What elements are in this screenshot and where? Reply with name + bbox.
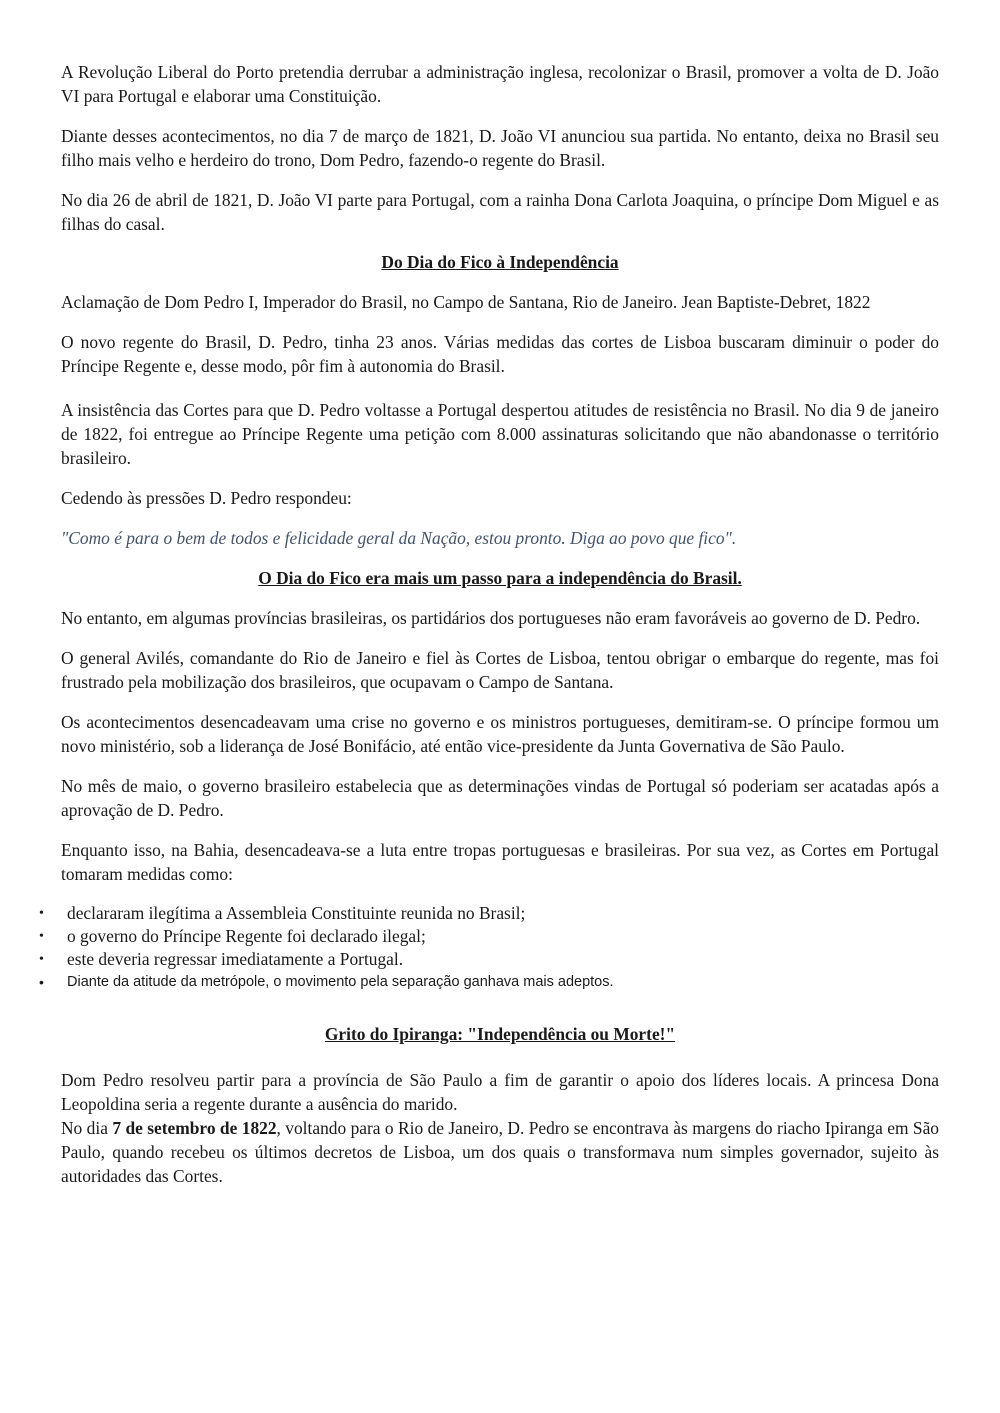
heading-dia-do-fico: Do Dia do Fico à Independência: [381, 252, 619, 272]
paragraph-revolucao-liberal: A Revolução Liberal do Porto pretendia derrubar a administração inglesa, recolonizar o Brasil, promover a volta de D. João VI para Portugal e elaborar uma Constituição.: [61, 62, 939, 106]
paragraph-anuncio-partida: Diante desses acontecimentos, no dia 7 de março de 1821, D. João VI anunciou sua partida. No entanto, deixa no Brasil seu filho mais velho e herdeiro do trono, Dom Pedro, fazendo-o regente do Brasil.: [61, 126, 939, 170]
list-item: • Diante da atitude da metrópole, o movimento pela separação ganhava mais adeptos.: [61, 971, 939, 994]
paragraph-mes-de-maio: No mês de maio, o governo brasileiro estabelecia que as determinações vindas de Portugal só poderiam ser acatadas após a aprovação de D. Pedro.: [61, 776, 939, 820]
paragraph-crise-governo: Os acontecimentos desencadeavam uma crise no governo e os ministros portugueses, demitiram-se. O príncipe formou um novo ministério, sob a liderança de José Bonifácio, até então vice-presidente da Junta Governativa de São Paulo.: [61, 712, 939, 756]
bullet-icon: •: [39, 906, 44, 921]
paragraph-bahia: Enquanto isso, na Bahia, desencadeava-se a luta entre tropas portuguesas e brasileiras. Por sua vez, as Cortes em Portugal tomaram medidas como:: [61, 840, 939, 884]
paragraph-partida-portugal: No dia 26 de abril de 1821, D. João VI parte para Portugal, com a rainha Dona Carlota Joaquina, o príncipe Dom Miguel e as filhas do casal.: [61, 190, 939, 234]
paragraph-provincias: No entanto, em algumas províncias brasileiras, os partidários dos portugueses não eram favoráveis ao governo de D. Pedro.: [61, 608, 921, 628]
list-item: • este deveria regressar imediatamente a Portugal.: [39, 949, 404, 969]
paragraph-insistencia-cortes: A insistência das Cortes para que D. Pedro voltasse a Portugal despertou atitudes de resistência no Brasil. No dia 9 de janeiro de 1822, foi entregue ao Príncipe Regente uma petição com 8.000 assinaturas solicitando que não abandonasse o território brasileiro.: [61, 400, 939, 468]
list-item: • o governo do Príncipe Regente foi declarado ilegal;: [39, 926, 426, 946]
paragraph-sete-setembro: No dia 7 de setembro de 1822, voltando para o Rio de Janeiro, D. Pedro se encontrava às margens do riacho Ipiranga em São Paulo, quando recebeu os últimos decretos de Lisboa, um dos quais o transformava num simples governador, sujeito às autoridades das Cortes.: [61, 1118, 939, 1186]
paragraph-novo-regente: O novo regente do Brasil, D. Pedro, tinha 23 anos. Várias medidas das cortes de Lisboa buscaram diminuir o poder do Príncipe Regente e, desse modo, pôr fim à autonomia do Brasil.: [61, 332, 939, 376]
paragraph-aclamacao-caption: Aclamação de Dom Pedro I, Imperador do Brasil, no Campo de Santana, Rio de Janeiro. Jean Baptiste-Debret, 1822: [61, 292, 871, 312]
list-medidas-cortes: [39, 902, 939, 994]
paragraph-general-aviles: O general Avilés, comandante do Rio de Janeiro e fiel às Cortes de Lisboa, tentou obrigar o embarque do regente, mas foi frustrado pela mobilização dos brasileiros, que ocupavam o Campo de Santana.: [61, 648, 939, 692]
bullet-icon: •: [39, 952, 44, 967]
date-highlight: 7 de setembro de 1822: [112, 1118, 277, 1138]
bullet-icon: •: [39, 974, 44, 990]
heading-grito-ipiranga: Grito do Ipiranga: "Independência ou Morte!": [324, 1024, 676, 1044]
quote-fico: "Como é para o bem de todos e felicidade geral da Nação, estou pronto. Diga ao povo que fico".: [61, 528, 737, 548]
paragraph-cedendo: Cedendo às pressões D. Pedro respondeu:: [61, 488, 352, 508]
bullet-icon: •: [39, 929, 44, 944]
list-item: • declararam ilegítima a Assembleia Constituinte reunida no Brasil;: [39, 903, 526, 923]
heading-passo-independencia: O Dia do Fico era mais um passo para a independência do Brasil.: [258, 568, 742, 588]
paragraph-sao-paulo: Dom Pedro resolveu partir para a província de São Paulo a fim de garantir o apoio dos líderes locais. A princesa Dona Leopoldina seria a regente durante a ausência do marido.: [61, 1070, 939, 1114]
